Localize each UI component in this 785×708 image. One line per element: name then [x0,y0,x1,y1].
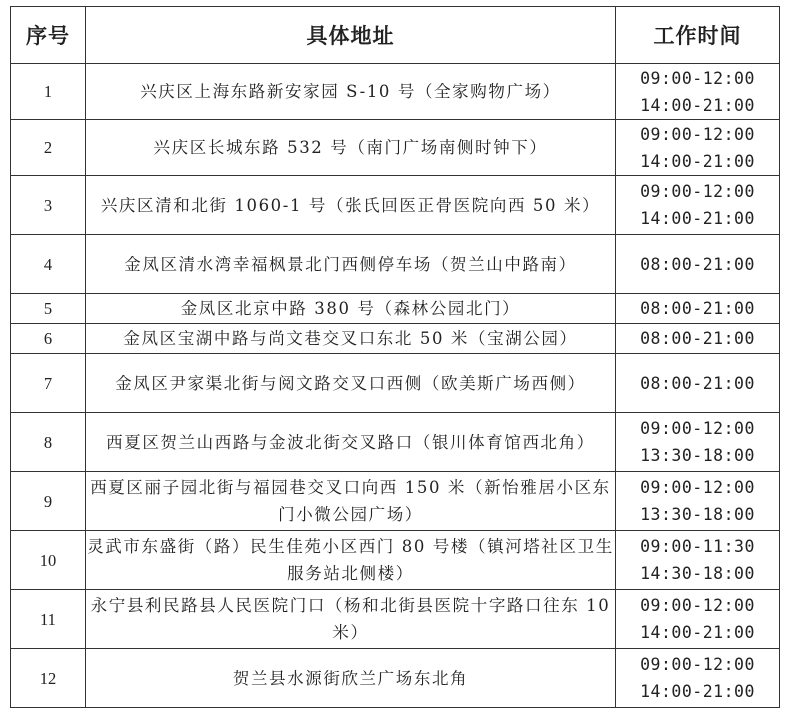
row-address: 西夏区丽子园北街与福园巷交叉口向西 150 米（新怡雅居小区东门小微公园广场） [86,472,616,531]
row-number: 5 [11,294,86,324]
row-address: 金凤区尹家渠北街与阅文路交叉口西侧（欧美斯广场西侧） [86,354,616,413]
header-hours: 工作时间 [616,7,780,64]
row-hours [616,472,780,531]
hours-line: 09:00-12:00 [640,478,755,497]
row-hours [616,413,780,472]
hours-line: 09:00-12:00 [640,655,755,674]
hours-line: 14:30-18:00 [640,564,755,583]
row-hours [616,294,780,324]
row-hours [616,64,780,120]
hours-line: 14:00-21:00 [640,95,755,115]
row-hours [616,531,780,590]
table-row [11,64,780,120]
row-hours [616,649,780,708]
schedule-table [10,6,780,708]
table-row [11,176,780,235]
hours-line: 14:00-21:00 [640,209,755,228]
hours-line: 09:00-12:00 [640,596,755,615]
table-row [11,324,780,354]
hours-line: 09:00-12:00 [640,419,755,438]
table-row [11,472,780,531]
row-address: 兴庆区上海东路新安家园 S-10 号（全家购物广场） [86,64,616,120]
table-row [11,235,780,294]
hours-line: 13:30-18:00 [640,505,755,524]
hours-line: 13:30-18:00 [640,446,755,465]
row-hours [616,590,780,649]
hours-line: 14:00-21:00 [640,623,755,642]
row-number: 10 [11,531,86,590]
hours-line: 08:00-21:00 [640,254,755,274]
row-number: 9 [11,472,86,531]
hours-line: 14:00-21:00 [640,682,755,701]
row-number: 7 [11,354,86,413]
header-row [11,7,780,64]
row-address: 永宁县利民路县人民医院门口（杨和北街县医院十字路口往东 10 米） [86,590,616,649]
header-index: 序号 [11,7,86,64]
table-row [11,649,780,708]
row-hours [616,120,780,176]
row-address: 兴庆区长城东路 532 号（南门广场南侧时钟下） [86,120,616,176]
row-hours [616,176,780,235]
row-number: 2 [11,120,86,176]
row-hours [616,324,780,354]
hours-line: 09:00-12:00 [640,124,755,144]
table-row [11,413,780,472]
hours-line: 08:00-21:00 [640,299,755,318]
hours-line: 09:00-11:30 [640,537,755,556]
hours-line: 09:00-12:00 [640,68,755,88]
table-row [11,294,780,324]
row-address: 灵武市东盛街（路）民生佳苑小区西门 80 号楼（镇河塔社区卫生服务站北侧楼） [86,531,616,590]
row-address: 金凤区北京中路 380 号（森林公园北门） [86,294,616,324]
table-row [11,120,780,176]
hours-line: 14:00-21:00 [640,151,755,171]
table-row [11,590,780,649]
table-row [11,354,780,413]
hours-line: 08:00-21:00 [640,329,755,348]
row-number: 8 [11,413,86,472]
row-number: 6 [11,324,86,354]
row-number: 3 [11,176,86,235]
row-hours [616,235,780,294]
row-number: 1 [11,64,86,120]
header-address: 具体地址 [86,7,616,64]
row-hours [616,354,780,413]
row-address: 金凤区宝湖中路与尚文巷交叉口东北 50 米（宝湖公园） [86,324,616,354]
row-address: 兴庆区清和北街 1060-1 号（张氏回医正骨医院向西 50 米） [86,176,616,235]
table-row [11,531,780,590]
row-number: 12 [11,649,86,708]
row-address: 西夏区贺兰山西路与金波北街交叉路口（银川体育馆西北角） [86,413,616,472]
hours-line: 08:00-21:00 [640,373,755,393]
hours-line: 09:00-12:00 [640,182,755,201]
row-address: 金凤区清水湾幸福枫景北门西侧停车场（贺兰山中路南） [86,235,616,294]
row-number: 4 [11,235,86,294]
row-number: 11 [11,590,86,649]
row-address: 贺兰县水源街欣兰广场东北角 [86,649,616,708]
